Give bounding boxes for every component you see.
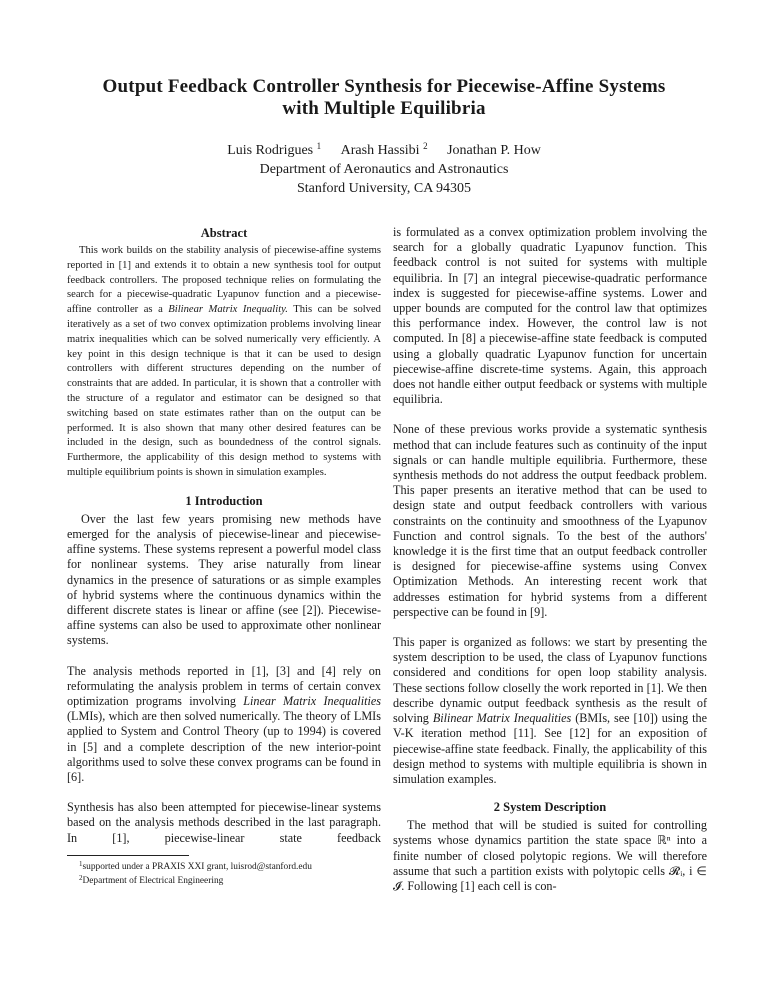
system-description-paragraph-1: The method that will be studied is suited for controlling systems whose dynamics partition the state space ℝⁿ into a finite number of closed polytopic regions. We will therefore assume that such a partition exists with polytopic cells 𝓡ᵢ, i ∈ 𝓘. Following [1] each cell is con- [393,818,707,893]
footnote-text: Department of Electrical Engineering [82,876,224,887]
intro-paragraph-1: Over the last few years promising new methods have emerged for the analysis of piecewise-linear and piecewise-affine systems. These systems represent a powerful model class for nonlinear systems. They arise naturally from linear dynamics in the presence of saturations or as simple examples of hybrid systems where the continuous dynamics within the different discrete states is linear or affine (see [2]). Piecewise-affine systems can also be used to approximate other nonlinear systems. [67,511,381,648]
intro-paragraph-5 [393,635,707,787]
abstract-heading: Abstract [200,226,248,240]
paper-title [0,76,768,120]
introduction-continued [393,225,707,787]
footnote-mark: 1 [79,859,83,868]
abstract-text-part: This work builds on the stability analysis of piecewise-affine systems reported in [1] and extends it to obtain a new synthesis tool for output feedback controllers. The proposed technique relies on formulating the search for a piecewise-quadratic Lyapunov function and a piecewise-affine controller as a [67,245,381,316]
author-2 [341,143,428,158]
title-line-2: with Multiple Equilibria [282,98,486,119]
author-block [0,137,768,198]
intro-paragraph-4: None of these previous works provide a systematic synthesis method that can include features such as continuity of the input signals or can handle multiple equilibria. Furthermore, these synthesis methods do not address the output feedback problem. This paper presents an iterative method that can be used to design state and output feedback controllers with various constraints on the continuity and smoothness of the Lyapunov Function and control signals. To the best of the authors' knowledge it is the first time that an output feedback controller is designed for piecewise-affine systems using Convex Optimization Methods. An interesting recent work that addresses estimation for hybrid systems from a different perspective can be found in [9]. [393,422,707,619]
paragraph-text-part: This paper is organized as follows: we start by presenting the system description to be used, the class of Lyapunov functions considered and conditions for open loop stability analysis. These sections follow closelly the work reported in [1]. We then describe dynamic output feedback synthesis as the result of solving [393,635,707,726]
system-description-heading: 2 System Description [493,800,607,815]
intro-paragraph-3-continued: is formulated as a convex optimization problem involving the search for a globally quadratic Lyapunov function. This feedback control is not suited for systems with multiple equilibria. In [7] an integral piecewise-quadratic performance index is suggested for piecewise-affine systems. Lower and upper bounds are computed for the control law that optimizes this performance index. However, the control law is not computed. In [8] a piecewise-affine state feedback is computed using a globally quadratic Lyapunov function for uncertain piecewise-affine discrete-time systems. Again, this approach does not handle either output feedback or systems with multiple equilibria. [393,225,707,407]
author-list [0,137,768,160]
system-description-section [393,799,707,894]
paragraph-text-part: The analysis methods reported in [1], [3] and [4] rely on reformulating the analysis problem in terms of certain convex optimization programs involving [67,663,381,708]
author-name: Arash Hassibi [340,143,420,158]
abstract-section [67,225,381,481]
abstract-italic-term: Bilinear Matrix Inequality. [168,304,288,316]
intro-paragraph-2 [67,664,381,786]
introduction-section [67,493,381,846]
italic-term: Linear Matrix Inequalities [243,693,382,708]
author-1 [227,143,321,158]
footnote-1 [67,859,381,874]
title-line-1: Output Feedback Controller Synthesis for Piecewise-Affine Systems [102,76,666,97]
footnote-text: supported under a PRAXIS XXI grant, luisrod@stanford.edu [82,861,312,872]
intro-paragraph-3: Synthesis has also been attempted for piecewise-linear systems based on the analysis methods described in the last paragraph. In [1], piecewise-linear state feedback [67,800,381,845]
introduction-heading: 1 Introduction [185,493,263,508]
paragraph-text-part: (LMIs), which are then solved numerically. The theory of LMIs applied to System and Control Theory (up to 1994) is covered in [5] and a complete description of the new interior-point algorithms used to solve these convex programs can be found in [6]. [67,709,381,784]
author-name: Jonathan P. How [447,143,541,158]
right-column [393,225,707,894]
footnote-divider [67,855,189,856]
abstract-text [67,244,381,481]
abstract-text-part: This can be solved iteratively as a set of two convex optimization problems involving linear matrix inequalities which can be solved numerically very efficiently. A key point in this design technique is that it can be used to design controllers with different structures depending on the number of constraints that are added. In particular, it is shown that a controller with the structure of a regulator and estimator can be designed so that switching based on state estimates rather than on the output can be performed. It is also shown that many other desired features can be included in the design, such as boundedness of the control signals. Furthermore, the applicability of this design method to systems with multiple equilibrium points is shown in simulation examples. [67,304,381,478]
author-name: Luis Rodrigues [227,143,314,158]
footnote-mark: 2 [79,874,83,883]
footnote-mark: 2 [423,141,428,151]
italic-term: Bilinear Matrix Inequalities [432,711,572,726]
affiliation-university: Stanford University, CA 94305 [296,181,472,196]
footnote-mark: 1 [316,141,322,151]
left-column [67,225,381,888]
affiliation-department: Department of Aeronautics and Astronautics [259,162,509,177]
author-3 [447,143,541,158]
paragraph-text-part: (BMIs, see [10]) using the V-K iteration method [11]. See [12] for an exposition of piecewise-affine state feedback. Finally, the applicability of this design method to systems with multiple equilibria is shown in simulation examples. [393,711,707,786]
footnote-2 [67,873,381,888]
